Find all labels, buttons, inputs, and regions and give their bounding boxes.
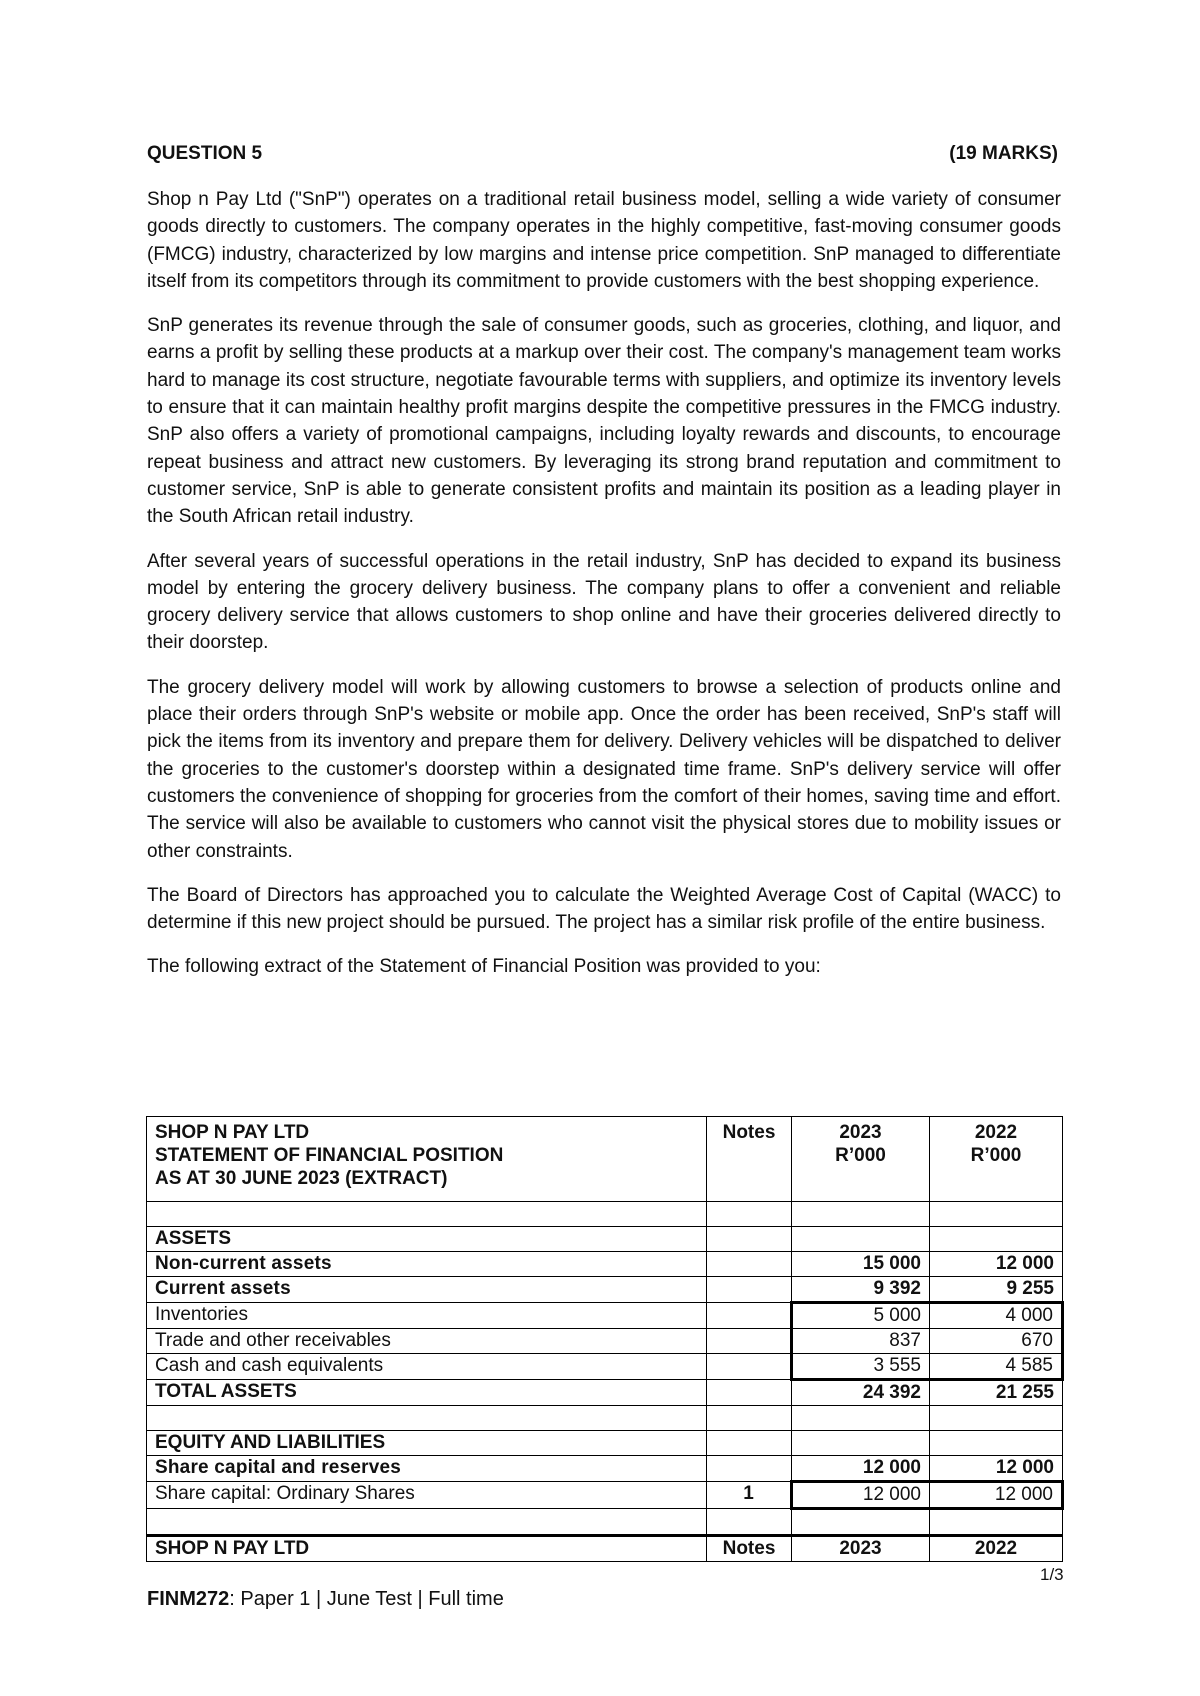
value-2023: 15 000 (792, 1252, 930, 1277)
row-label: Share capital: Ordinary Shares (147, 1482, 707, 1509)
table-row (147, 1303, 1063, 1329)
row-label: Share capital and reserves (147, 1456, 707, 1482)
value-2023: 837 (792, 1329, 930, 1354)
question-title: QUESTION 5 (147, 143, 263, 164)
notes-header-repeat: Notes (707, 1536, 792, 1562)
row-label: Inventories (147, 1303, 707, 1329)
year-2022-repeat: 2022 (930, 1536, 1063, 1562)
value-2022: 670 (930, 1329, 1063, 1354)
row-label: TOTAL ASSETS (147, 1380, 707, 1406)
company-name-repeat: SHOP N PAY LTD (147, 1536, 707, 1562)
paragraph: Shop n Pay Ltd ("SnP") operates on a traditional retail business model, selling a wide variety of consumer goods directly to customers. The company operates in the highly competitive, fast-moving consumer goods (FMCG) industry, characterized by low margins and intense price competition. SnP managed to differentiate itself from its competitors through its commitment to provide customers with the best shopping experience. (147, 189, 1061, 292)
notes-header: Notes (707, 1117, 792, 1202)
value-2022: 4 585 (930, 1354, 1063, 1380)
year-2022-label: 2022 (974, 1122, 1018, 1143)
company-name: SHOP N PAY LTD (155, 1122, 310, 1143)
table-row (147, 1329, 1063, 1354)
row-label: Current assets (147, 1277, 707, 1303)
section-label-equity: EQUITY AND LIABILITIES (147, 1431, 707, 1456)
table-row (147, 1380, 1063, 1406)
repeat-header-row (147, 1536, 1063, 1562)
year-2023-repeat: 2023 (792, 1536, 930, 1562)
course-code: FINM272 (147, 1588, 230, 1610)
table-title-cell (147, 1117, 707, 1202)
value-2022: 12 000 (930, 1456, 1063, 1482)
section-label-assets: ASSETS (147, 1227, 707, 1252)
footer-text: : Paper 1 | June Test | Full time (229, 1588, 504, 1610)
footer (147, 1588, 504, 1611)
year-2022-header (930, 1117, 1063, 1202)
row-label: Non-current assets (147, 1252, 707, 1277)
question-heading (147, 143, 1058, 165)
table-row (147, 1202, 1063, 1227)
value-2022: 12 000 (930, 1252, 1063, 1277)
unit-2022-label: R’000 (970, 1145, 1022, 1166)
value-2023: 5 000 (792, 1303, 930, 1329)
year-2023-header (792, 1117, 930, 1202)
table-header-row (147, 1117, 1063, 1202)
table-row (147, 1227, 1063, 1252)
value-2023: 24 392 (792, 1380, 930, 1406)
question-marks: (19 MARKS) (949, 143, 1058, 164)
value-2022: 21 255 (930, 1380, 1063, 1406)
paragraph: The grocery delivery model will work by allowing customers to browse a selection of products online and place their orders through SnP's website or mobile app. Once the order has been received, SnP's staff will pick the items from its inventory and prepare them for delivery. Delivery vehicles will be dispatched to deliver the groceries to the customer's doorstep within a designated time frame. SnP's delivery service will offer customers the convenience of shopping for groceries from the comfort of their homes, saving time and effort. The service will also be available to customers who cannot visit the physical stores due to mobility issues or other constraints. (147, 676, 1061, 862)
unit-2023-label: R’000 (835, 1145, 886, 1166)
note-reference: 1 (707, 1482, 792, 1509)
financial-position-table (146, 1116, 1064, 1562)
value-2023: 12 000 (792, 1482, 930, 1509)
year-2023-label: 2023 (839, 1122, 882, 1143)
table-row (147, 1482, 1063, 1509)
paragraph: The following extract of the Statement of Financial Position was provided to you: (147, 956, 821, 978)
value-2022: 4 000 (930, 1303, 1063, 1329)
row-label: Cash and cash equivalents (147, 1354, 707, 1380)
paragraph: SnP generates its revenue through the sale of consumer goods, such as groceries, clothing, and liquor, and earns a profit by selling these products at a markup over their cost. The company's management team works hard to manage its cost structure, negotiate favourable terms with suppliers, and optimize its inventory levels to ensure that it can maintain healthy profit margins despite the competitive pressures in the FMCG industry. SnP also offers a variety of promotional campaigns, including loyalty rewards and discounts, to encourage repeat business and attract new customers. By leveraging its strong brand reputation and commitment to customer service, SnP is able to generate consistent profits and maintain its position as a leading player in the South African retail industry. (147, 315, 1061, 528)
table-row (147, 1456, 1063, 1482)
table-row (147, 1277, 1063, 1303)
page-number: 1/3 (1040, 1565, 1064, 1584)
table-row (147, 1354, 1063, 1380)
row-label: Trade and other receivables (147, 1329, 707, 1354)
table-row (147, 1509, 1063, 1536)
statement-name: STATEMENT OF FINANCIAL POSITION (155, 1145, 504, 1166)
paragraph: After several years of successful operations in the retail industry, SnP has decided to expand its business model by entering the grocery delivery business. The company plans to offer a convenient and reliable grocery delivery service that allows customers to shop online and have their groceries delivered directly to their doorstep. (147, 550, 1061, 654)
value-2023: 12 000 (792, 1456, 930, 1482)
value-2023: 3 555 (792, 1354, 930, 1380)
value-2022: 9 255 (930, 1277, 1063, 1303)
table-row (147, 1431, 1063, 1456)
table-row (147, 1252, 1063, 1277)
value-2022: 12 000 (930, 1482, 1063, 1509)
table-row (147, 1406, 1063, 1431)
question-body (147, 186, 1061, 998)
statement-date: AS AT 30 JUNE 2023 (EXTRACT) (155, 1168, 448, 1189)
value-2023: 9 392 (792, 1277, 930, 1303)
paragraph: The Board of Directors has approached you to calculate the Weighted Average Cost of Capital (WACC) to determine if this new project should be pursued. The project has a similar risk profile of the entire business. (147, 884, 1061, 934)
